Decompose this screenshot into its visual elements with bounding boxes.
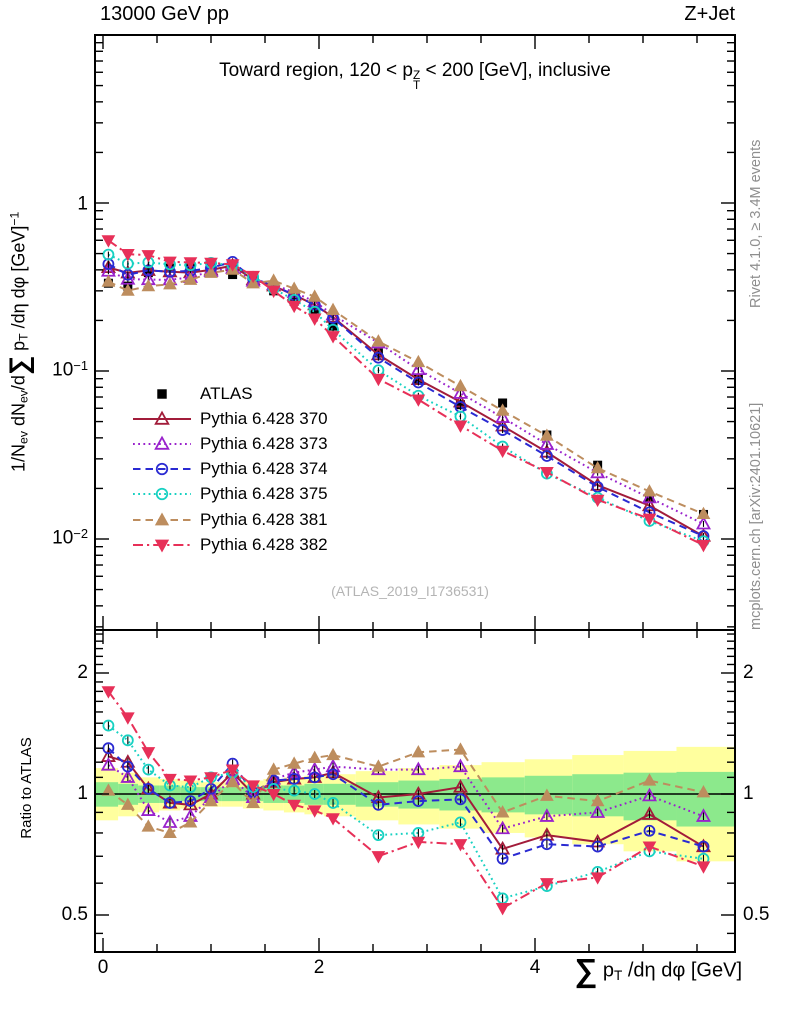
ratio-tick-2-right: 2 bbox=[743, 662, 754, 683]
main-y-axis-label: $1/N_{ev}$ $dN_{ev}/d\sum$ $p_T$ /dη dφ [GeV]$^{-1}$ bbox=[4, 211, 34, 472]
x-tick-2: 2 bbox=[313, 957, 325, 978]
sum-symbol: ∑ bbox=[574, 952, 598, 988]
ratio-tick-2-left: 2 bbox=[77, 662, 88, 683]
legend-item-pythia-373: Pythia 6.428 373 bbox=[130, 431, 328, 456]
legend-swatch-atlas bbox=[130, 383, 194, 405]
pt-z-subscript: Z T bbox=[413, 68, 421, 92]
legend-item-atlas: ATLAS bbox=[130, 381, 328, 406]
y-tick-1e-1: $10^{-1}$ bbox=[52, 358, 88, 381]
mcplots-note: mcplots.cern.ch [arXiv:2401.10621] bbox=[748, 402, 764, 630]
ratio-tick-05-right: 0.5 bbox=[743, 904, 770, 925]
sum-symbol: ∑ bbox=[4, 355, 34, 376]
legend-item-pythia-370: Pythia 6.428 370 bbox=[130, 406, 328, 431]
legend-swatch-382 bbox=[130, 534, 194, 556]
legend-item-pythia-381: Pythia 6.428 381 bbox=[130, 507, 328, 532]
legend-item-pythia-374: Pythia 6.428 374 bbox=[130, 457, 328, 482]
legend bbox=[130, 381, 328, 557]
legend-swatch-373 bbox=[130, 433, 194, 455]
legend-swatch-370 bbox=[130, 408, 194, 430]
x-axis-label: ∑ $p_T$ /dη dφ [GeV] bbox=[574, 952, 742, 988]
legend-swatch-375 bbox=[130, 483, 194, 505]
process-label: Z+Jet bbox=[684, 3, 735, 25]
ratio-tick-1-right: 1 bbox=[743, 783, 754, 804]
x-tick-4: 4 bbox=[529, 957, 541, 978]
panel-title: Toward region, 120 < p Z T < 200 [GeV], inclusive bbox=[219, 60, 611, 92]
ratio-y-axis-label: Ratio to ATLAS bbox=[18, 737, 35, 839]
legend-item-pythia-382: Pythia 6.428 382 bbox=[130, 532, 328, 557]
y-tick-1e-2: $10^{-2}$ bbox=[52, 526, 88, 549]
ratio-tick-1-left: 1 bbox=[77, 783, 88, 804]
legend-swatch-374 bbox=[130, 458, 194, 480]
x-tick-0: 0 bbox=[97, 957, 109, 978]
y-tick-1: 1 bbox=[77, 193, 88, 215]
beam-energy-label: 13000 GeV pp bbox=[100, 3, 229, 25]
analysis-watermark: (ATLAS_2019_I1736531) bbox=[331, 583, 489, 599]
legend-swatch-381 bbox=[130, 509, 194, 531]
rivet-version-note: Rivet 4.1.0, ≥ 3.4M events bbox=[748, 139, 764, 308]
ratio-tick-05-left: 0.5 bbox=[61, 904, 88, 925]
legend-item-pythia-375: Pythia 6.428 375 bbox=[130, 482, 328, 507]
